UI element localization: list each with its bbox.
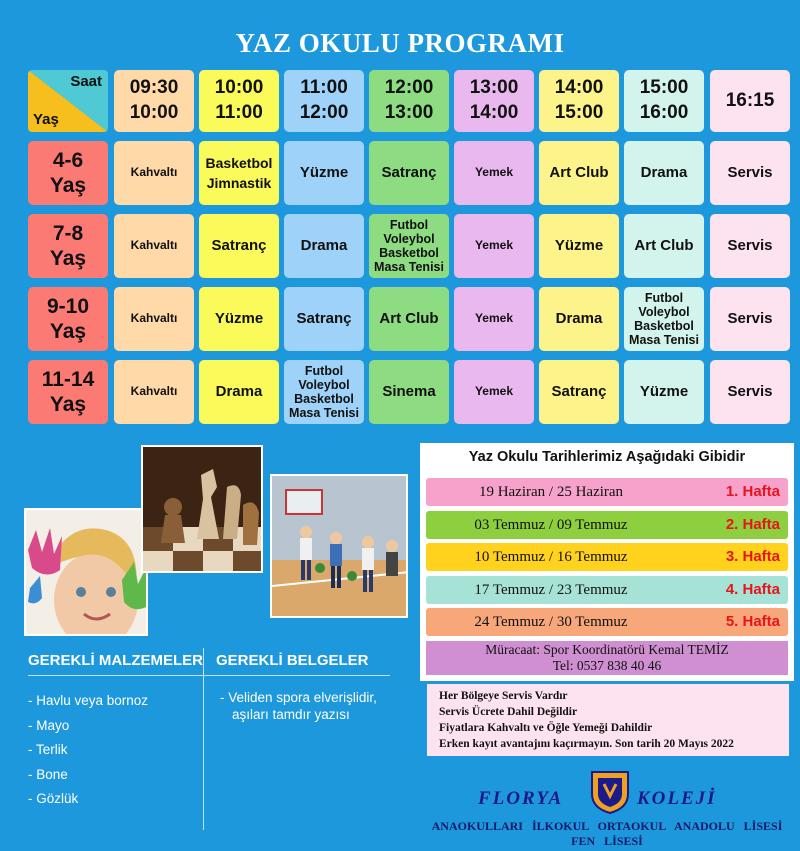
- activity-line: Masa Tenisi: [289, 406, 359, 420]
- documents-title: GEREKLİ BELGELER: [216, 652, 369, 669]
- activity-cell: [284, 214, 364, 278]
- time-header-4: [369, 70, 449, 132]
- activity-line: Voleybol: [298, 378, 350, 392]
- time-header-6: [539, 70, 619, 132]
- activity-line: Masa Tenisi: [374, 260, 444, 274]
- note-line: Fiyatlara Kahvaltı ve Öğle Yemeği Dahildir: [439, 722, 653, 734]
- activity-line: Kahvaltı: [130, 238, 178, 253]
- activity-cell: [114, 141, 194, 205]
- activity-cell: [710, 287, 790, 351]
- material-item: - Gözlük: [28, 791, 79, 806]
- activity-line: Art Club: [549, 164, 609, 182]
- time-header-3: [284, 70, 364, 132]
- activity-cell: [199, 141, 279, 205]
- activity-line: Satranç: [551, 383, 607, 401]
- document-item: aşıları tamdır yazısı: [232, 707, 350, 722]
- activity-line: Basketbol: [379, 246, 439, 260]
- chess-pieces-photo: [141, 445, 263, 573]
- school-levels: ANAOKULLARI İLKOKUL ORTAOKUL ANADOLU LİSESİ FEN LİSESİ: [431, 819, 783, 848]
- materials-title: GEREKLİ MALZEMELER: [28, 652, 203, 669]
- activity-cell: [369, 360, 449, 424]
- brand-name-left: FLORYA: [478, 788, 564, 809]
- activity-line: Satranç: [211, 237, 267, 255]
- activity-line: Yüzme: [214, 310, 264, 328]
- activity-line: Kahvaltı: [130, 384, 178, 399]
- activity-cell: [710, 214, 790, 278]
- time-line: 10:00: [214, 77, 264, 99]
- week-date-range: 10 Temmuz / 16 Temmuz: [474, 549, 628, 565]
- document-item: - Veliden spora elverişlidir,: [220, 690, 377, 705]
- week-row: [426, 478, 788, 506]
- activity-line: Masa Tenisi: [629, 333, 699, 347]
- age-group-2: [28, 214, 108, 278]
- activity-cell: [624, 141, 704, 205]
- activity-cell: [539, 214, 619, 278]
- age-line: 4-6: [52, 148, 84, 172]
- week-label: 5. Hafta: [725, 613, 780, 630]
- week-label: 4. Hafta: [725, 580, 780, 598]
- contact-person: Müracaat: Spor Koordinatörü Kemal TEMİZ: [485, 642, 729, 657]
- time-line: 16:00: [639, 102, 689, 123]
- week-label: 3. Hafta: [725, 548, 780, 565]
- notes-box: [427, 684, 789, 756]
- activity-line: Yüzme: [554, 237, 604, 255]
- activity-cell: [454, 360, 534, 424]
- activity-line: Basketbol: [294, 392, 354, 406]
- activity-cell: [114, 287, 194, 351]
- activity-line: Drama: [300, 237, 348, 255]
- time-line: 13:00: [469, 77, 519, 99]
- time-header-5: [454, 70, 534, 132]
- week-row: [426, 608, 788, 636]
- time-line: 09:30: [129, 77, 179, 99]
- activity-line: Kahvaltı: [130, 165, 178, 180]
- child-painted-hands-photo: [24, 508, 148, 636]
- activity-cell: [624, 214, 704, 278]
- week-date-range: 19 Haziran / 25 Haziran: [478, 484, 624, 500]
- age-line: Yaş: [49, 174, 87, 197]
- activity-cell: [369, 141, 449, 205]
- time-line: 12:00: [384, 77, 434, 99]
- time-line: 11:00: [215, 102, 263, 123]
- brand-name-right: KOLEJİ: [637, 788, 717, 809]
- activity-line: Servis: [727, 310, 773, 328]
- week-row: [426, 511, 788, 539]
- activity-line: Basketbol: [634, 319, 694, 333]
- requirements-divider: [28, 675, 390, 676]
- activity-line: Drama: [640, 164, 688, 182]
- activity-cell: [284, 287, 364, 351]
- activity-cell: [454, 287, 534, 351]
- time-line: 11:00: [300, 77, 348, 99]
- time-line: 15:00: [639, 77, 689, 99]
- corner-yas-label: Yaş: [33, 111, 59, 128]
- week-label: 2. Hafta: [725, 515, 780, 533]
- age-line: 7-8: [52, 221, 84, 245]
- activity-line: Basketbol: [205, 154, 273, 171]
- note-line: Her Bölgeye Servis Vardır: [439, 690, 568, 702]
- activity-line: Servis: [727, 383, 773, 401]
- week-date-range: 17 Temmuz / 23 Temmuz: [474, 581, 628, 598]
- material-item: - Havlu veya bornoz: [28, 693, 149, 708]
- week-date-range: 24 Temmuz / 30 Temmuz: [474, 614, 628, 630]
- activity-line: Yemek: [474, 165, 514, 180]
- activity-line: Yemek: [474, 384, 514, 399]
- time-header-2: [199, 70, 279, 132]
- contact-info: [426, 641, 788, 675]
- activity-line: Servis: [727, 237, 773, 255]
- activity-cell: [624, 360, 704, 424]
- material-item: - Mayo: [28, 717, 70, 733]
- activity-line: Yüzme: [639, 383, 689, 401]
- age-line: Yaş: [49, 393, 87, 416]
- activity-cell: [114, 214, 194, 278]
- activity-cell: [369, 287, 449, 351]
- material-item: - Terlik: [28, 742, 68, 757]
- activity-line: Servis: [727, 164, 773, 182]
- time-line: 12:00: [299, 102, 349, 123]
- age-line: Yaş: [49, 320, 87, 343]
- age-group-1: [28, 141, 108, 205]
- activity-line: Jimnastik: [206, 175, 272, 191]
- activity-line: Futbol: [644, 291, 684, 305]
- activity-line: Kahvaltı: [130, 311, 178, 326]
- material-item: - Bone: [28, 766, 68, 782]
- saat-yas-corner: [28, 70, 108, 132]
- age-line: 9-10: [46, 294, 90, 318]
- week-row: [426, 576, 788, 604]
- requirements-column-divider: [203, 648, 204, 830]
- activity-line: Drama: [215, 383, 263, 401]
- age-line: 11-14: [41, 367, 95, 391]
- activity-line: Satranç: [381, 164, 437, 182]
- corner-saat-label: Saat: [70, 73, 102, 90]
- age-line: Yaş: [49, 247, 87, 270]
- time-line: 14:00: [554, 77, 604, 99]
- note-line: Erken kayıt avantajını kaçırmayın. Son tarih 20 Mayıs 2022: [439, 738, 734, 750]
- activity-cell: [284, 141, 364, 205]
- activity-cell: [710, 141, 790, 205]
- time-line: 10:00: [129, 102, 179, 123]
- activity-cell: [199, 287, 279, 351]
- contact-phone: Tel: 0537 838 40 46: [552, 658, 662, 673]
- activity-cell: [369, 214, 449, 278]
- age-group-3: [28, 287, 108, 351]
- age-group-4: [28, 360, 108, 424]
- time-line: 13:00: [384, 102, 434, 123]
- activity-line: Futbol: [389, 218, 429, 232]
- time-line: 15:00: [554, 102, 604, 123]
- time-header-7: [624, 70, 704, 132]
- time-line: 14:00: [469, 102, 519, 123]
- activity-cell: [624, 287, 704, 351]
- dates-title: Yaz Okulu Tarihlerimiz Aşağıdaki Gibidir: [468, 449, 746, 465]
- activity-line: Drama: [555, 310, 603, 328]
- activity-cell: [454, 141, 534, 205]
- activity-line: Yemek: [474, 311, 514, 326]
- activity-cell: [199, 214, 279, 278]
- activity-line: Yemek: [474, 238, 514, 253]
- activity-cell: [539, 287, 619, 351]
- activity-cell: [539, 141, 619, 205]
- activity-line: Art Club: [379, 310, 439, 328]
- week-label: 1. Hafta: [725, 483, 780, 500]
- note-line: Servis Ücrete Dahil Değildir: [439, 706, 578, 718]
- activity-cell: [284, 360, 364, 424]
- activity-line: Futbol: [304, 364, 344, 378]
- activity-cell: [114, 360, 194, 424]
- time-header-8: [710, 70, 790, 132]
- college-crest-icon: [588, 768, 632, 814]
- activity-cell: [199, 360, 279, 424]
- time-line: 16:15: [725, 89, 775, 111]
- activity-line: Sinema: [382, 383, 436, 401]
- week-row: [426, 543, 788, 571]
- activity-line: Voleybol: [638, 305, 690, 319]
- activity-line: Yüzme: [299, 164, 349, 182]
- activity-cell: [710, 360, 790, 424]
- activity-line: Art Club: [634, 237, 694, 255]
- page-title: YAZ OKULU PROGRAMI: [235, 28, 565, 58]
- activity-cell: [454, 214, 534, 278]
- activity-cell: [539, 360, 619, 424]
- kids-basketball-photo: [270, 474, 408, 618]
- activity-line: Satranç: [296, 310, 352, 328]
- dates-box: [420, 443, 794, 681]
- activity-line: Voleybol: [383, 232, 435, 246]
- week-date-range: 03 Temmuz / 09 Temmuz: [474, 516, 628, 533]
- time-header-1: [114, 70, 194, 132]
